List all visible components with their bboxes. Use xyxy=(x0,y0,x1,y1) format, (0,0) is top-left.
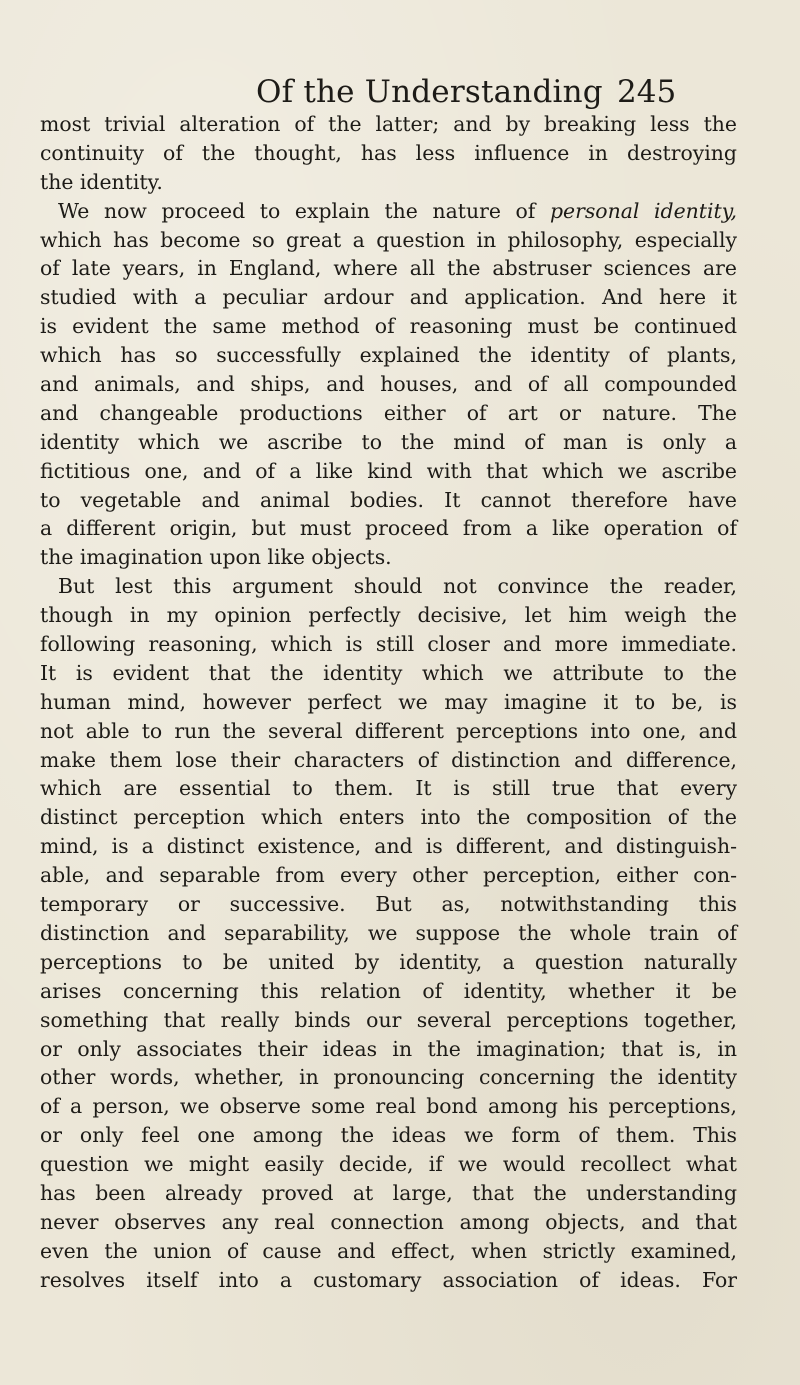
emphasized-term: personal identity, xyxy=(549,198,737,223)
text-line: which are essential to them. It is still true that every xyxy=(40,776,737,801)
text-line: distinction and separability, we suppose the whole train of xyxy=(40,920,737,945)
text-line: a different origin, but must proceed from a like operation of xyxy=(40,516,737,541)
text-line: following reasoning, which is still closer and more immediate. xyxy=(40,632,737,657)
text-line: of late years, in England, where all the abstruser sciences are xyxy=(40,256,737,281)
text-line: though in my opinion perfectly decisive, let him weigh the xyxy=(40,603,737,628)
running-title: Of the Understanding xyxy=(256,74,603,110)
paragraph-start-line: But lest this argument should not convince the reader, xyxy=(58,574,737,599)
page-number: 245 xyxy=(617,74,677,110)
text-fragment: We now proceed to explain the nature of xyxy=(58,198,550,223)
paragraph-start-line xyxy=(40,197,737,226)
text-line: most trivial alteration of the latter; and by breaking less the xyxy=(40,112,737,136)
body-text xyxy=(40,110,737,1295)
text-line: arises concerning this relation of identity, whether it be xyxy=(40,978,737,1003)
text-line: make them lose their characters of distinction and difference, xyxy=(40,747,737,772)
text-line: something that really binds our several perceptions together, xyxy=(40,1007,737,1032)
text-line: distinct perception which enters into the composition of the xyxy=(40,805,737,830)
text-line: perceptions to be united by identity, a question naturally xyxy=(40,949,737,974)
text-line: the imagination upon like objects. xyxy=(40,545,392,570)
text-line: is evident the same method of reasoning must be continued xyxy=(40,314,737,339)
text-line: temporary or successive. But as, notwithstanding this xyxy=(40,892,737,917)
text-line: which has so successfully explained the identity of plants, xyxy=(40,343,737,368)
running-head xyxy=(0,70,800,114)
text-line: has been already proved at large, that the understanding xyxy=(40,1180,737,1205)
text-line: of a person, we observe some real bond among his perceptions, xyxy=(40,1094,737,1119)
text-line: fictitious one, and of a like kind with that which we ascribe xyxy=(40,458,737,483)
text-line: and animals, and ships, and houses, and of all compounded xyxy=(40,372,737,397)
text-line: resolves itself into a customary association of ideas. For xyxy=(40,1267,737,1292)
text-line: question we might easily decide, if we would recollect what xyxy=(40,1152,737,1177)
text-line: studied with a peculiar ardour and application. And here it xyxy=(40,285,737,310)
text-line: able, and separable from every other perception, either con- xyxy=(40,863,737,888)
text-line: identity which we ascribe to the mind of man is only a xyxy=(40,429,737,454)
text-line: and changeable productions either of art or nature. The xyxy=(40,400,737,425)
text-line: or only feel one among the ideas we form of them. This xyxy=(40,1123,737,1148)
text-line: which has become so great a question in philosophy, especially xyxy=(40,227,737,252)
text-line: human mind, however perfect we may imagine it to be, is xyxy=(40,689,737,714)
text-line: the identity. xyxy=(40,169,163,194)
text-line: or only associates their ideas in the imagination; that is, in xyxy=(40,1036,737,1061)
text-line: other words, whether, in pronouncing concerning the identity xyxy=(40,1065,737,1090)
text-line: to vegetable and animal bodies. It cannot therefore have xyxy=(40,487,737,512)
text-line: continuity of the thought, has less influence in destroying xyxy=(40,140,737,165)
text-line: not able to run the several different perceptions into one, and xyxy=(40,718,737,743)
text-line: It is evident that the identity which we attribute to the xyxy=(40,660,737,685)
text-line: even the union of cause and effect, when strictly examined, xyxy=(40,1238,737,1263)
text-line: never observes any real connection among objects, and that xyxy=(40,1209,737,1234)
text-line: mind, is a distinct existence, and is different, and distinguish- xyxy=(40,834,737,859)
